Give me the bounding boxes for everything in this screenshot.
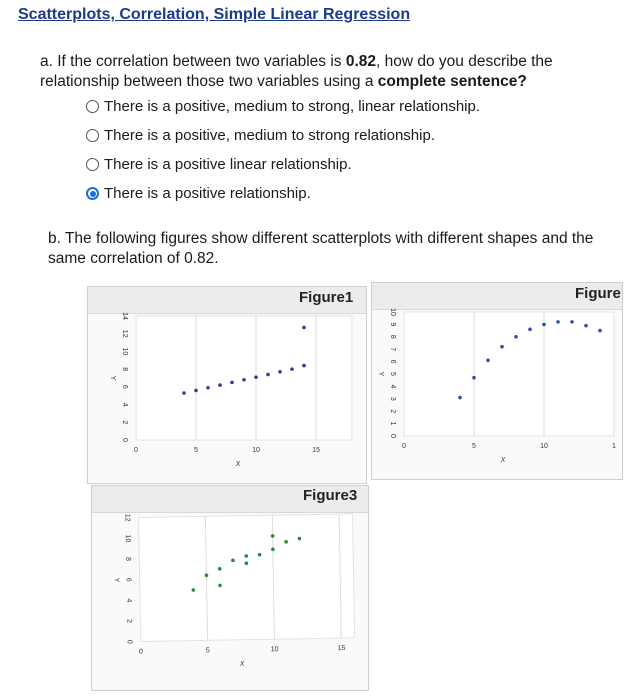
- radio-button-3[interactable]: [86, 158, 99, 171]
- data-point: [242, 378, 246, 382]
- data-point: [206, 386, 210, 390]
- x-tick-label: 15: [312, 447, 320, 454]
- data-point: [230, 381, 234, 385]
- data-point: [542, 323, 546, 327]
- data-point: [472, 376, 476, 380]
- y-tick-label: 3: [389, 396, 396, 401]
- data-point: [598, 329, 602, 333]
- data-point: [486, 359, 490, 363]
- option-2-label: There is a positive, medium to strong relationship.: [104, 127, 435, 144]
- plot-area: [404, 312, 614, 436]
- x-tick-label: 0: [402, 443, 406, 450]
- y-tick-label: 10: [389, 308, 396, 316]
- data-point: [278, 370, 282, 374]
- page-title: Scatterplots, Correlation, Simple Linear Regression: [18, 6, 411, 23]
- data-point: [570, 320, 574, 324]
- y-tick-label: 6: [121, 384, 128, 389]
- y-tick-label: 9: [389, 322, 396, 327]
- x-tick-label: 10: [540, 443, 548, 450]
- y-tick-label: 6: [389, 359, 396, 364]
- figure-3-plot: [92, 510, 365, 691]
- x-tick-label: 1: [612, 443, 616, 450]
- question-a-emphasis: complete sentence?: [377, 73, 527, 90]
- y-axis-label: Y: [377, 371, 384, 377]
- x-tick-label: 10: [252, 447, 260, 454]
- x-tick-label: 0: [138, 648, 143, 656]
- y-tick-label: 14: [121, 312, 128, 320]
- data-point: [218, 383, 222, 387]
- x-axis-label: X: [239, 660, 245, 668]
- x-axis-label: X: [235, 461, 241, 468]
- question-a-middle: , how do you describe the relationship between those two variables using a: [40, 53, 553, 90]
- y-tick-label: 2: [389, 409, 396, 414]
- x-tick-label: 5: [472, 443, 476, 450]
- data-point: [458, 396, 462, 400]
- option-1[interactable]: [86, 98, 480, 115]
- data-point: [182, 391, 186, 395]
- figure-3-title: Figure3: [303, 487, 358, 504]
- question-b-emphasis: different shapes: [427, 230, 538, 247]
- y-tick-label: 12: [121, 329, 128, 338]
- figure-2-title: Figure: [575, 285, 621, 302]
- radio-button-1[interactable]: [86, 100, 99, 113]
- data-point: [500, 345, 504, 349]
- question-a: [40, 52, 580, 92]
- question-b-value: 0.82.: [184, 250, 219, 267]
- y-tick-label: 12: [123, 513, 131, 522]
- x-tick-label: 10: [270, 646, 279, 654]
- y-tick-label: 8: [124, 557, 132, 562]
- y-tick-label: 4: [389, 384, 396, 389]
- y-tick-label: 1: [389, 421, 396, 426]
- y-tick-label: 0: [121, 438, 128, 442]
- data-point: [266, 373, 270, 377]
- y-tick-label: 10: [121, 347, 128, 356]
- data-point: [556, 320, 560, 324]
- x-tick-label: 5: [205, 647, 210, 655]
- data-point: [254, 375, 258, 379]
- data-point: [584, 324, 588, 328]
- y-tick-label: 7: [389, 347, 396, 352]
- y-tick-label: 8: [121, 367, 128, 372]
- x-tick-label: 5: [194, 447, 198, 454]
- option-1-label: There is a positive, medium to strong, linear relationship.: [104, 98, 481, 115]
- data-point: [290, 367, 294, 371]
- y-tick-label: 0: [389, 434, 396, 438]
- option-3[interactable]: [86, 156, 352, 173]
- y-tick-label: 2: [125, 619, 133, 624]
- y-tick-label: 8: [389, 334, 396, 339]
- x-tick-label: 0: [134, 447, 138, 454]
- option-2[interactable]: [86, 127, 435, 144]
- y-tick-label: 4: [121, 402, 128, 407]
- data-point: [528, 328, 532, 332]
- y-tick-label: 2: [121, 420, 128, 425]
- option-3-label: There is a positive linear relationship.: [104, 156, 352, 173]
- x-tick-label: 15: [337, 644, 346, 653]
- x-axis-label: X: [500, 457, 506, 464]
- option-4[interactable]: [86, 185, 311, 202]
- y-tick-label: 6: [124, 577, 132, 582]
- figure-2-plot: [374, 308, 619, 476]
- y-tick-label: 4: [124, 598, 133, 603]
- radio-button-2[interactable]: [86, 129, 99, 142]
- data-point: [194, 389, 198, 393]
- question-b-prefix: b. The following figures show different scatterplots with: [48, 230, 428, 247]
- question-b: [48, 229, 608, 269]
- correlation-value: 0.82: [345, 53, 377, 70]
- data-point: [302, 326, 306, 330]
- radio-button-4[interactable]: [86, 187, 99, 200]
- question-a-prefix: a. If the correlation between two variables is: [40, 53, 346, 70]
- figure-1-title: Figure1: [299, 289, 354, 306]
- figure-1-plot: [90, 312, 362, 480]
- y-axis-label: Y: [112, 577, 120, 583]
- option-4-label: There is a positive relationship.: [104, 185, 311, 202]
- data-point: [514, 335, 518, 339]
- y-axis-label: Y: [109, 375, 116, 381]
- plot-area: [139, 514, 355, 642]
- y-tick-label: 5: [389, 372, 396, 376]
- data-point: [302, 364, 306, 368]
- question-b-middle: and the same correlation of: [48, 230, 594, 267]
- y-tick-label: 10: [123, 534, 131, 543]
- y-tick-label: 0: [125, 639, 133, 644]
